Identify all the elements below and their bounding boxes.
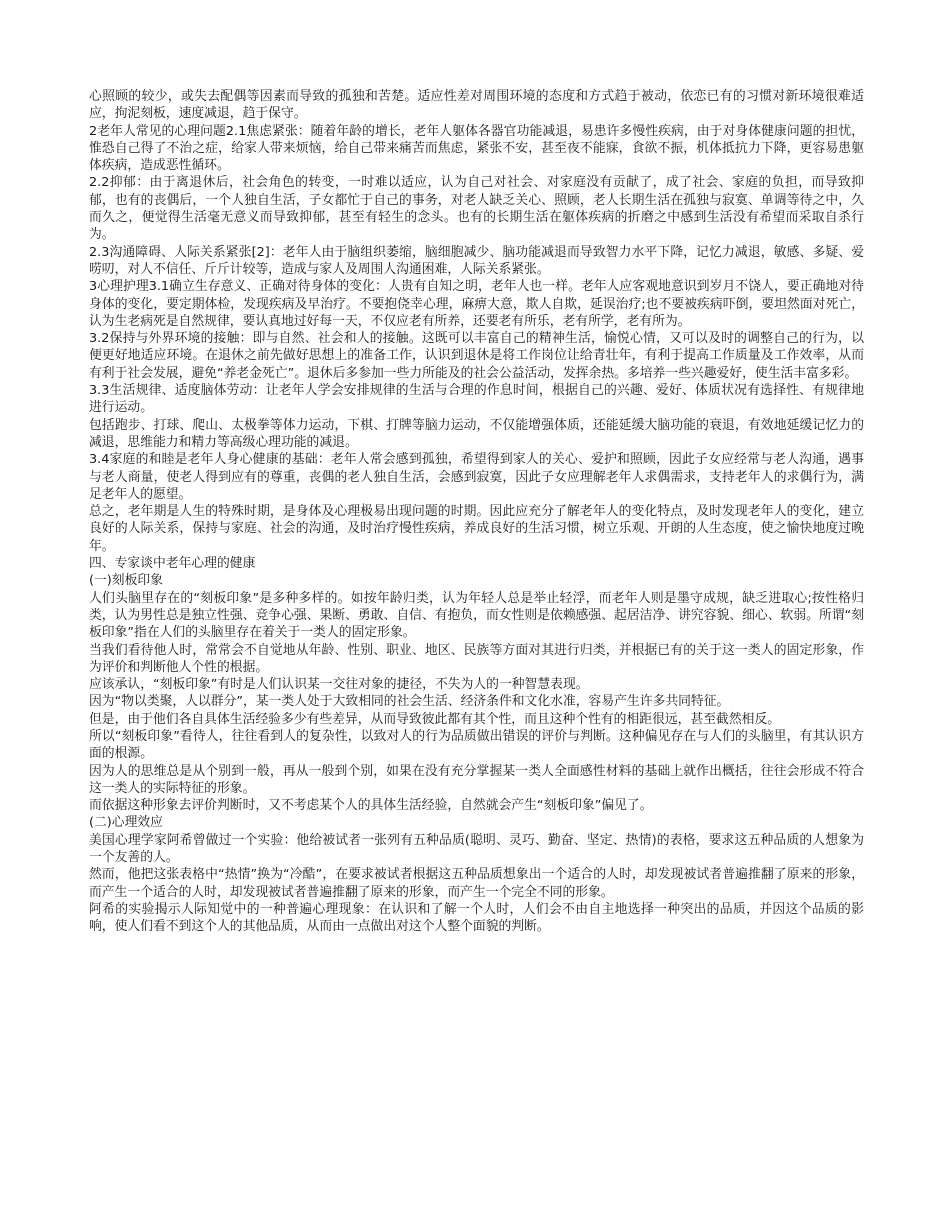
paragraph: 心照顾的较少，或失去配偶等因素而导致的孤独和苦楚。适应性差对周围环境的态度和方式趋于被动，依恋已有的习惯对新环境很难适应，拘泥刻板，速度减退，趋于保守。 — [89, 89, 864, 122]
paragraph: 3心理护理3.1确立生存意义、正确对待身体的变化：人贵有自知之明，老年人也一样。老年人应客观地意识到岁月不饶人，要正确地对待身体的变化，要定期体检，发现疾病及早治疗。不要抱侥幸心理，麻痹大意，欺人自欺，延误治疗;也不要被疾病吓倒，要坦然面对死亡，认为生老病死是自然规律，要认真地过好每一天，不仅应老有所养，还要老有所乐，老有所学，老有所为。 — [89, 279, 864, 329]
paragraph: 包括跑步、打球、爬山、太极拳等体力运动，下棋、打牌等脑力运动，不仅能增强体质，还能延缓大脑功能的衰退，有效地延缓记忆力的减退，思维能力和精力等高级心理功能的减退。 — [89, 417, 864, 450]
paragraph: 所以“刻板印象”看待人，往往看到人的复杂性，以致对人的行为品质做出错误的评价与判断。这种偏见存在与人们的头脑里，有其认识方面的根源。 — [89, 728, 864, 762]
subsection-heading: (二)心理效应 — [89, 815, 163, 831]
section-heading: 四、专家谈中老年心理的健康 — [89, 556, 256, 572]
paragraph: 3.2保持与外界环境的接触：即与自然、社会和人的接触。这既可以丰富自己的精神生活，愉悦心情，又可以及时的调整自己的行为，以便更好地适应环境。在退休之前先做好思想上的准备工作，认识到退休是将工作岗位让给青壮年，有利于提高工作质量及工作效率，从而有利于社会发展，避免“养老金死亡”。退休后多参加一些力所能及的社会公益活动，发挥余热。多培养一些兴趣爱好，使生活丰富多彩。 — [89, 331, 864, 381]
paragraph: 应该承认，“刻板印象”有时是人们认识某一交往对象的捷径，不失为人的一种智慧表现。 — [89, 677, 589, 693]
paragraph: 美国心理学家阿希曾做过一个实验：他给被试者一张列有五种品质(聪明、灵巧、勤奋、坚定、热情)的表格，要求这五种品质的人想象为一个友善的人。 — [89, 832, 864, 866]
paragraph: 3.4家庭的和睦是老年人身心健康的基础：老年人常会感到孤独，希望得到家人的关心、爱护和照顾，因此子女应经常与老人沟通，遇事与老人商量，使老人得到应有的尊重，丧偶的老人独自生活，会感到寂寞，因此子女应理解老年人求偶需求，支持老年人的求偶行为，满足老年人的愿望。 — [89, 452, 864, 502]
paragraph: 2老年人常见的心理问题2.1焦虑紧张：随着年龄的增长，老年人躯体各器官功能减退，易患许多慢性疾病，由于对身体健康问题的担忧，惟恐自己得了不治之症，给家人带来烦恼，给自己带来痛苦而焦虑，紧张不安，甚至夜不能寐，食欲不振，机体抵抗力下降，更容易患躯体疾病，造成恶性循环。 — [89, 123, 864, 174]
subsection-heading: (一)刻板印象 — [89, 573, 163, 589]
paragraph: 然而，他把这张表格中“热情”换为“冷酷”，在要求被试者根据这五种品质想象出一个适合的人时，却发现被试者普遍推翻了原来的形象，而产生一个适合的人时，却发现被试者普遍推翻了原来的形象，而产生一个完全不同的形象。 — [89, 867, 864, 900]
paragraph: 2.2抑郁：由于离退休后，社会角色的转变，一时难以适应，认为自己对社会、对家庭没有贡献了，成了社会、家庭的负担，而导致抑郁，也有的丧偶后，一个人独自生活，子女都忙于自己的事务，对老人缺乏关心、照顾，老人长期生活在孤独与寂寞、单调等待之中，久而久之，便觉得生活毫无意义而导致抑郁，甚至有轻生的念头。也有的长期生活在躯体疾病的折磨之中感到生活没有希望而采取自杀行为。 — [89, 175, 864, 243]
paragraph: 当我们看待他人时，常常会不自觉地从年龄、性别、职业、地区、民族等方面对其进行归类，并根据已有的关于这一类人的固定形象，作为评价和判断他人个性的根据。 — [89, 642, 864, 675]
paragraph: 总之，老年期是人生的特殊时期，是身体及心理极易出现问题的时期。因此应充分了解老年人的变化特点，及时发现老年人的变化，建立良好的人际关系，保持与家庭、社会的沟通，及时治疗慢性疾病，养成良好的生活习惯，树立乐观、开朗的人生态度，使之愉快地度过晚年。 — [89, 504, 864, 554]
paragraph: 2.3沟通障碍、人际关系紧张[2]：老年人由于脑组织萎缩，脑细胞减少、脑功能减退而导致智力水平下降，记忆力减退，敏感、多疑、爱唠叨，对人不信任、斤斤计较等，造成与家人及周围人沟通困难，人际关系紧张。 — [89, 244, 864, 277]
paragraph: 因为“物以类聚，人以群分”，某一类人处于大致相同的社会生活、经济条件和文化水准，容易产生许多共同特征。 — [89, 694, 730, 710]
paragraph: 阿希的实验揭示人际知觉中的一种普遍心理现象：在认识和了解一个人时，人们会不由自主地选择一种突出的品质，并因这个品质的影响，使人们看不到这个人的其他品质，从而由一点做出对这个人整个面貌的判断。 — [89, 901, 864, 935]
paragraph: 而依据这种形象去评价判断时，又不考虑某个人的具体生活经验，自然就会产生“刻板印象”偏见了。 — [89, 798, 653, 814]
paragraph: 因为人的思维总是从个别到一般，再从一般到个别，如果在没有充分掌握某一类人全面感性材料的基础上就作出概括，往往会形成不符合这一类人的实际特征的形象。 — [89, 763, 864, 796]
paragraph: 3.3生活规律、适度脑体劳动：让老年人学会安排规律的生活与合理的作息时间，根据自己的兴趣、爱好、体质状况有选择性、有规律地进行运动。 — [89, 383, 864, 416]
paragraph: 人们头脑里存在的“刻板印象”是多种多样的。如按年龄归类，认为年轻人总是举止轻浮，而老年人则是墨守成规，缺乏进取心;按性格归类，认为男性总是独立性强、竞争心强、果断、勇敢、自信、有抱负，而女性则是依赖感强、起居洁净、讲究容貌、细心、软弱。所谓“刻板印象”指在人们的头脑里存在着关于一类人的固定形象。 — [89, 590, 864, 641]
paragraph: 但是，由于他们各自具体生活经验多少有些差异，从而导致彼此都有其个性，而且这种个性有的相距很远，甚至截然相反。 — [89, 711, 781, 727]
